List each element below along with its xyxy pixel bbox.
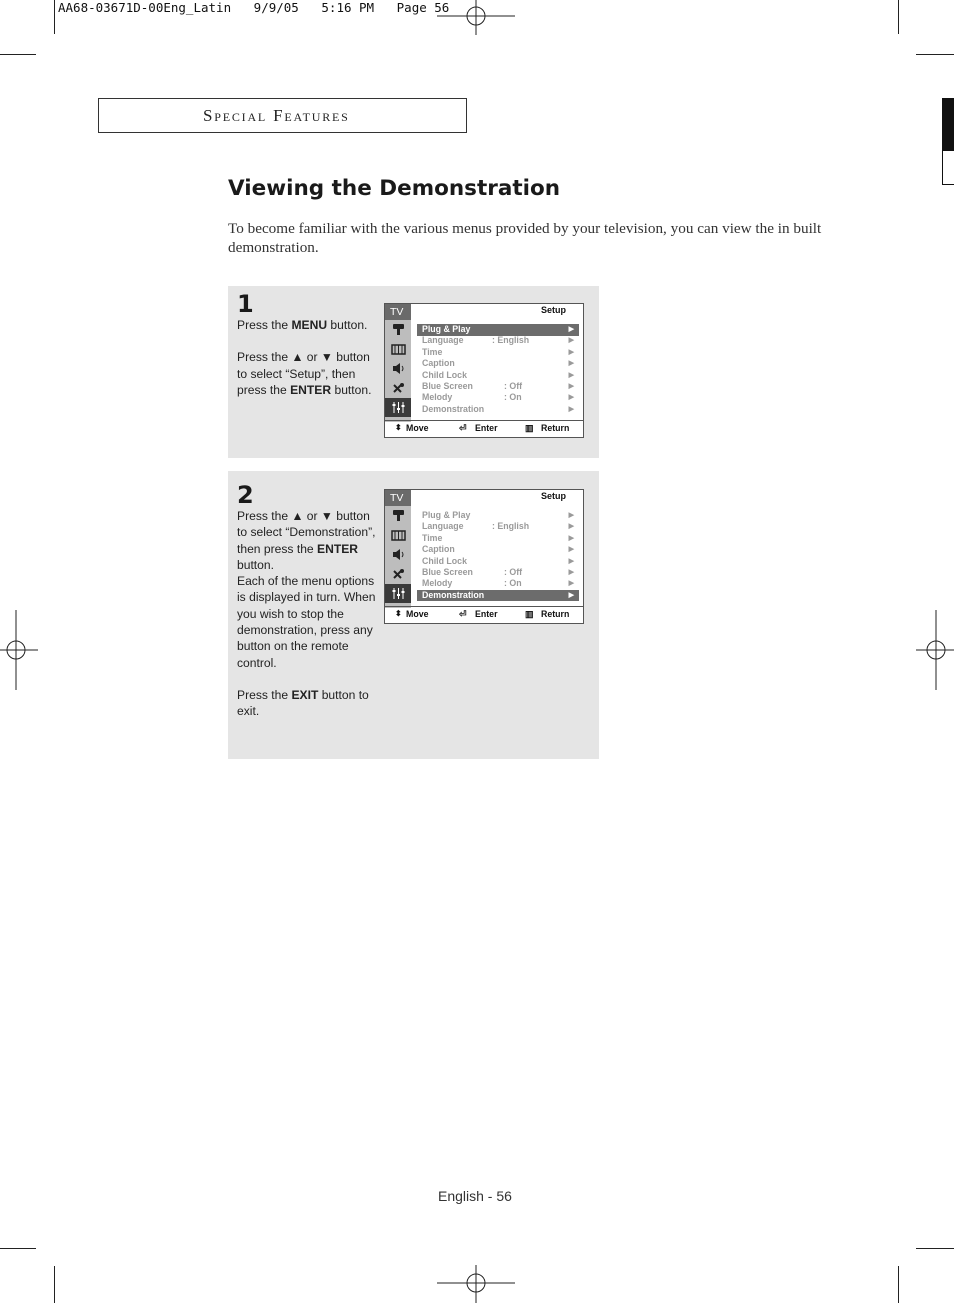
- osd-item-label: Melody: [422, 392, 453, 403]
- registration-mark: [916, 610, 954, 690]
- osd-menu-item[interactable]: [417, 347, 579, 359]
- crop-mark: [54, 1266, 55, 1303]
- osd-menu-item[interactable]: [417, 370, 579, 382]
- crop-mark: [916, 1248, 954, 1249]
- osd-menu-item[interactable]: [417, 567, 579, 579]
- arrow-right-icon: ▶: [568, 383, 574, 390]
- tv-menu-screen: [384, 303, 584, 438]
- step-instructions: [237, 508, 382, 720]
- arrow-right-icon: ▶: [568, 569, 574, 576]
- arrow-right-icon: ▶: [568, 337, 574, 345]
- chapter-tab-outline: [942, 150, 954, 185]
- osd-item-value: : Off: [504, 381, 523, 391]
- osd-item-value: : On: [504, 392, 522, 403]
- setup-icon[interactable]: [385, 584, 411, 603]
- osd-menu-item[interactable]: [417, 335, 579, 347]
- step-number: 1: [237, 290, 254, 318]
- osd-menu-item[interactable]: [417, 358, 579, 370]
- osd-item-label: Demonstration: [422, 403, 485, 414]
- crop-mark: [916, 54, 954, 55]
- section-title: Special Features: [203, 106, 350, 125]
- arrow-right-icon: ▶: [568, 360, 574, 368]
- print-header: AA68-03671D-00Eng_Latin 9/9/05 5:16 PM Page 56: [58, 0, 450, 15]
- osd-item-label: Time: [422, 346, 443, 357]
- step-number: 2: [237, 481, 254, 509]
- osd-move-label: Move: [406, 609, 429, 619]
- antenna-icon[interactable]: [385, 506, 411, 525]
- registration-mark: [0, 610, 38, 690]
- osd-item-label: Time: [422, 532, 443, 543]
- instruction-paragraph: Press the MENU button.: [237, 318, 368, 332]
- arrow-right-icon: ▶: [568, 405, 574, 413]
- osd-menu-item[interactable]: [417, 544, 579, 556]
- arrow-right-icon: ▶: [568, 580, 574, 588]
- step-instructions: [237, 317, 377, 398]
- osd-item-label: Blue Screen: [422, 567, 473, 577]
- instruction-paragraph: Press the ▲ or ▼ button to select “Setup”, then press the ENTER button.: [237, 350, 372, 397]
- tv-menu-screen: [384, 489, 584, 624]
- instruction-paragraph: Press the EXIT button to exit.: [237, 687, 369, 719]
- osd-return-label: Return: [541, 609, 570, 619]
- crop-mark: [0, 54, 36, 55]
- osd-item-value: : On: [504, 578, 522, 589]
- osd-item-label: Caption: [422, 358, 455, 369]
- osd-menu-item[interactable]: [417, 533, 579, 545]
- page-footer: English - 56: [438, 1188, 512, 1204]
- arrow-right-icon: ▶: [568, 394, 574, 402]
- osd-item-label: Blue Screen: [422, 381, 473, 391]
- osd-nav-bar: [385, 606, 583, 623]
- sound-icon[interactable]: [385, 359, 411, 378]
- arrow-right-icon: ▶: [568, 326, 574, 333]
- channel-icon[interactable]: [385, 340, 411, 359]
- osd-enter-label: Enter: [475, 423, 498, 433]
- arrow-right-icon: ▶: [568, 512, 574, 519]
- picture-off-icon[interactable]: [385, 565, 411, 584]
- osd-menu-item[interactable]: [417, 404, 579, 416]
- picture-off-icon[interactable]: [385, 379, 411, 398]
- crop-mark: [54, 0, 55, 34]
- osd-menu-item[interactable]: [417, 392, 579, 404]
- registration-mark: [437, 1263, 515, 1303]
- arrow-right-icon: ▶: [568, 534, 574, 542]
- osd-enter-label: Enter: [475, 609, 498, 619]
- osd-item-label: Child Lock: [422, 555, 467, 566]
- instruction-paragraph: Press the ▲ or ▼ button to select “Demonstration”, then press the ENTER button. Each of the menu options is displayed in turn. When you wish to stop the demonstration, press any button on the remote control.: [237, 509, 376, 670]
- osd-menu-item[interactable]: [417, 590, 579, 602]
- osd-source-label: TV: [385, 304, 411, 320]
- crop-mark: [0, 1248, 36, 1249]
- sound-icon[interactable]: [385, 545, 411, 564]
- osd-item-label: Melody: [422, 578, 453, 589]
- osd-menu-item[interactable]: [417, 578, 579, 590]
- arrow-right-icon: ▶: [568, 591, 574, 599]
- osd-item-value: : Off: [504, 567, 523, 577]
- osd-move-label: Move: [406, 423, 429, 433]
- arrow-right-icon: ▶: [568, 546, 574, 554]
- osd-menu-item[interactable]: [417, 521, 579, 533]
- osd-item-label: Demonstration: [422, 589, 485, 600]
- osd-item-label: Language: [422, 521, 464, 532]
- return-icon: ▥: [525, 609, 534, 619]
- page-title: Viewing the Demonstration: [228, 176, 561, 201]
- crop-mark: [898, 0, 899, 34]
- osd-item-label: Child Lock: [422, 369, 467, 380]
- setup-icon[interactable]: [385, 398, 411, 417]
- osd-menu-item[interactable]: [417, 510, 579, 522]
- osd-item-value: : English: [492, 335, 530, 346]
- osd-item-label: Plug & Play: [422, 510, 471, 520]
- arrow-right-icon: ▶: [568, 557, 574, 565]
- chapter-tab: [942, 98, 954, 150]
- osd-item-label: Language: [422, 335, 464, 346]
- arrow-right-icon: ▶: [568, 348, 574, 356]
- osd-menu-item[interactable]: [417, 381, 579, 393]
- enter-icon: ⏎: [459, 423, 467, 433]
- move-icon: ⬍: [395, 609, 402, 618]
- osd-item-label: Plug & Play: [422, 324, 471, 334]
- channel-icon[interactable]: [385, 526, 411, 545]
- crop-mark: [898, 1266, 899, 1303]
- registration-mark: [437, 0, 515, 37]
- osd-source-label: TV: [385, 490, 411, 506]
- arrow-right-icon: ▶: [568, 371, 574, 379]
- osd-nav-bar: [385, 420, 583, 437]
- enter-icon: ⏎: [459, 609, 467, 619]
- osd-menu-title: Setup: [540, 305, 566, 315]
- antenna-icon[interactable]: [385, 320, 411, 339]
- osd-item-label: Caption: [422, 544, 455, 555]
- osd-item-value: : English: [492, 521, 530, 532]
- osd-menu-title: Setup: [540, 491, 566, 501]
- return-icon: ▥: [525, 423, 534, 433]
- osd-menu-item[interactable]: [417, 324, 579, 336]
- move-icon: ⬍: [395, 423, 402, 432]
- arrow-right-icon: ▶: [568, 523, 574, 531]
- osd-menu-item[interactable]: [417, 556, 579, 568]
- intro-paragraph: To become familiar with the various menus provided by your television, you can view the in built demonstration.: [228, 220, 822, 256]
- osd-return-label: Return: [541, 423, 570, 433]
